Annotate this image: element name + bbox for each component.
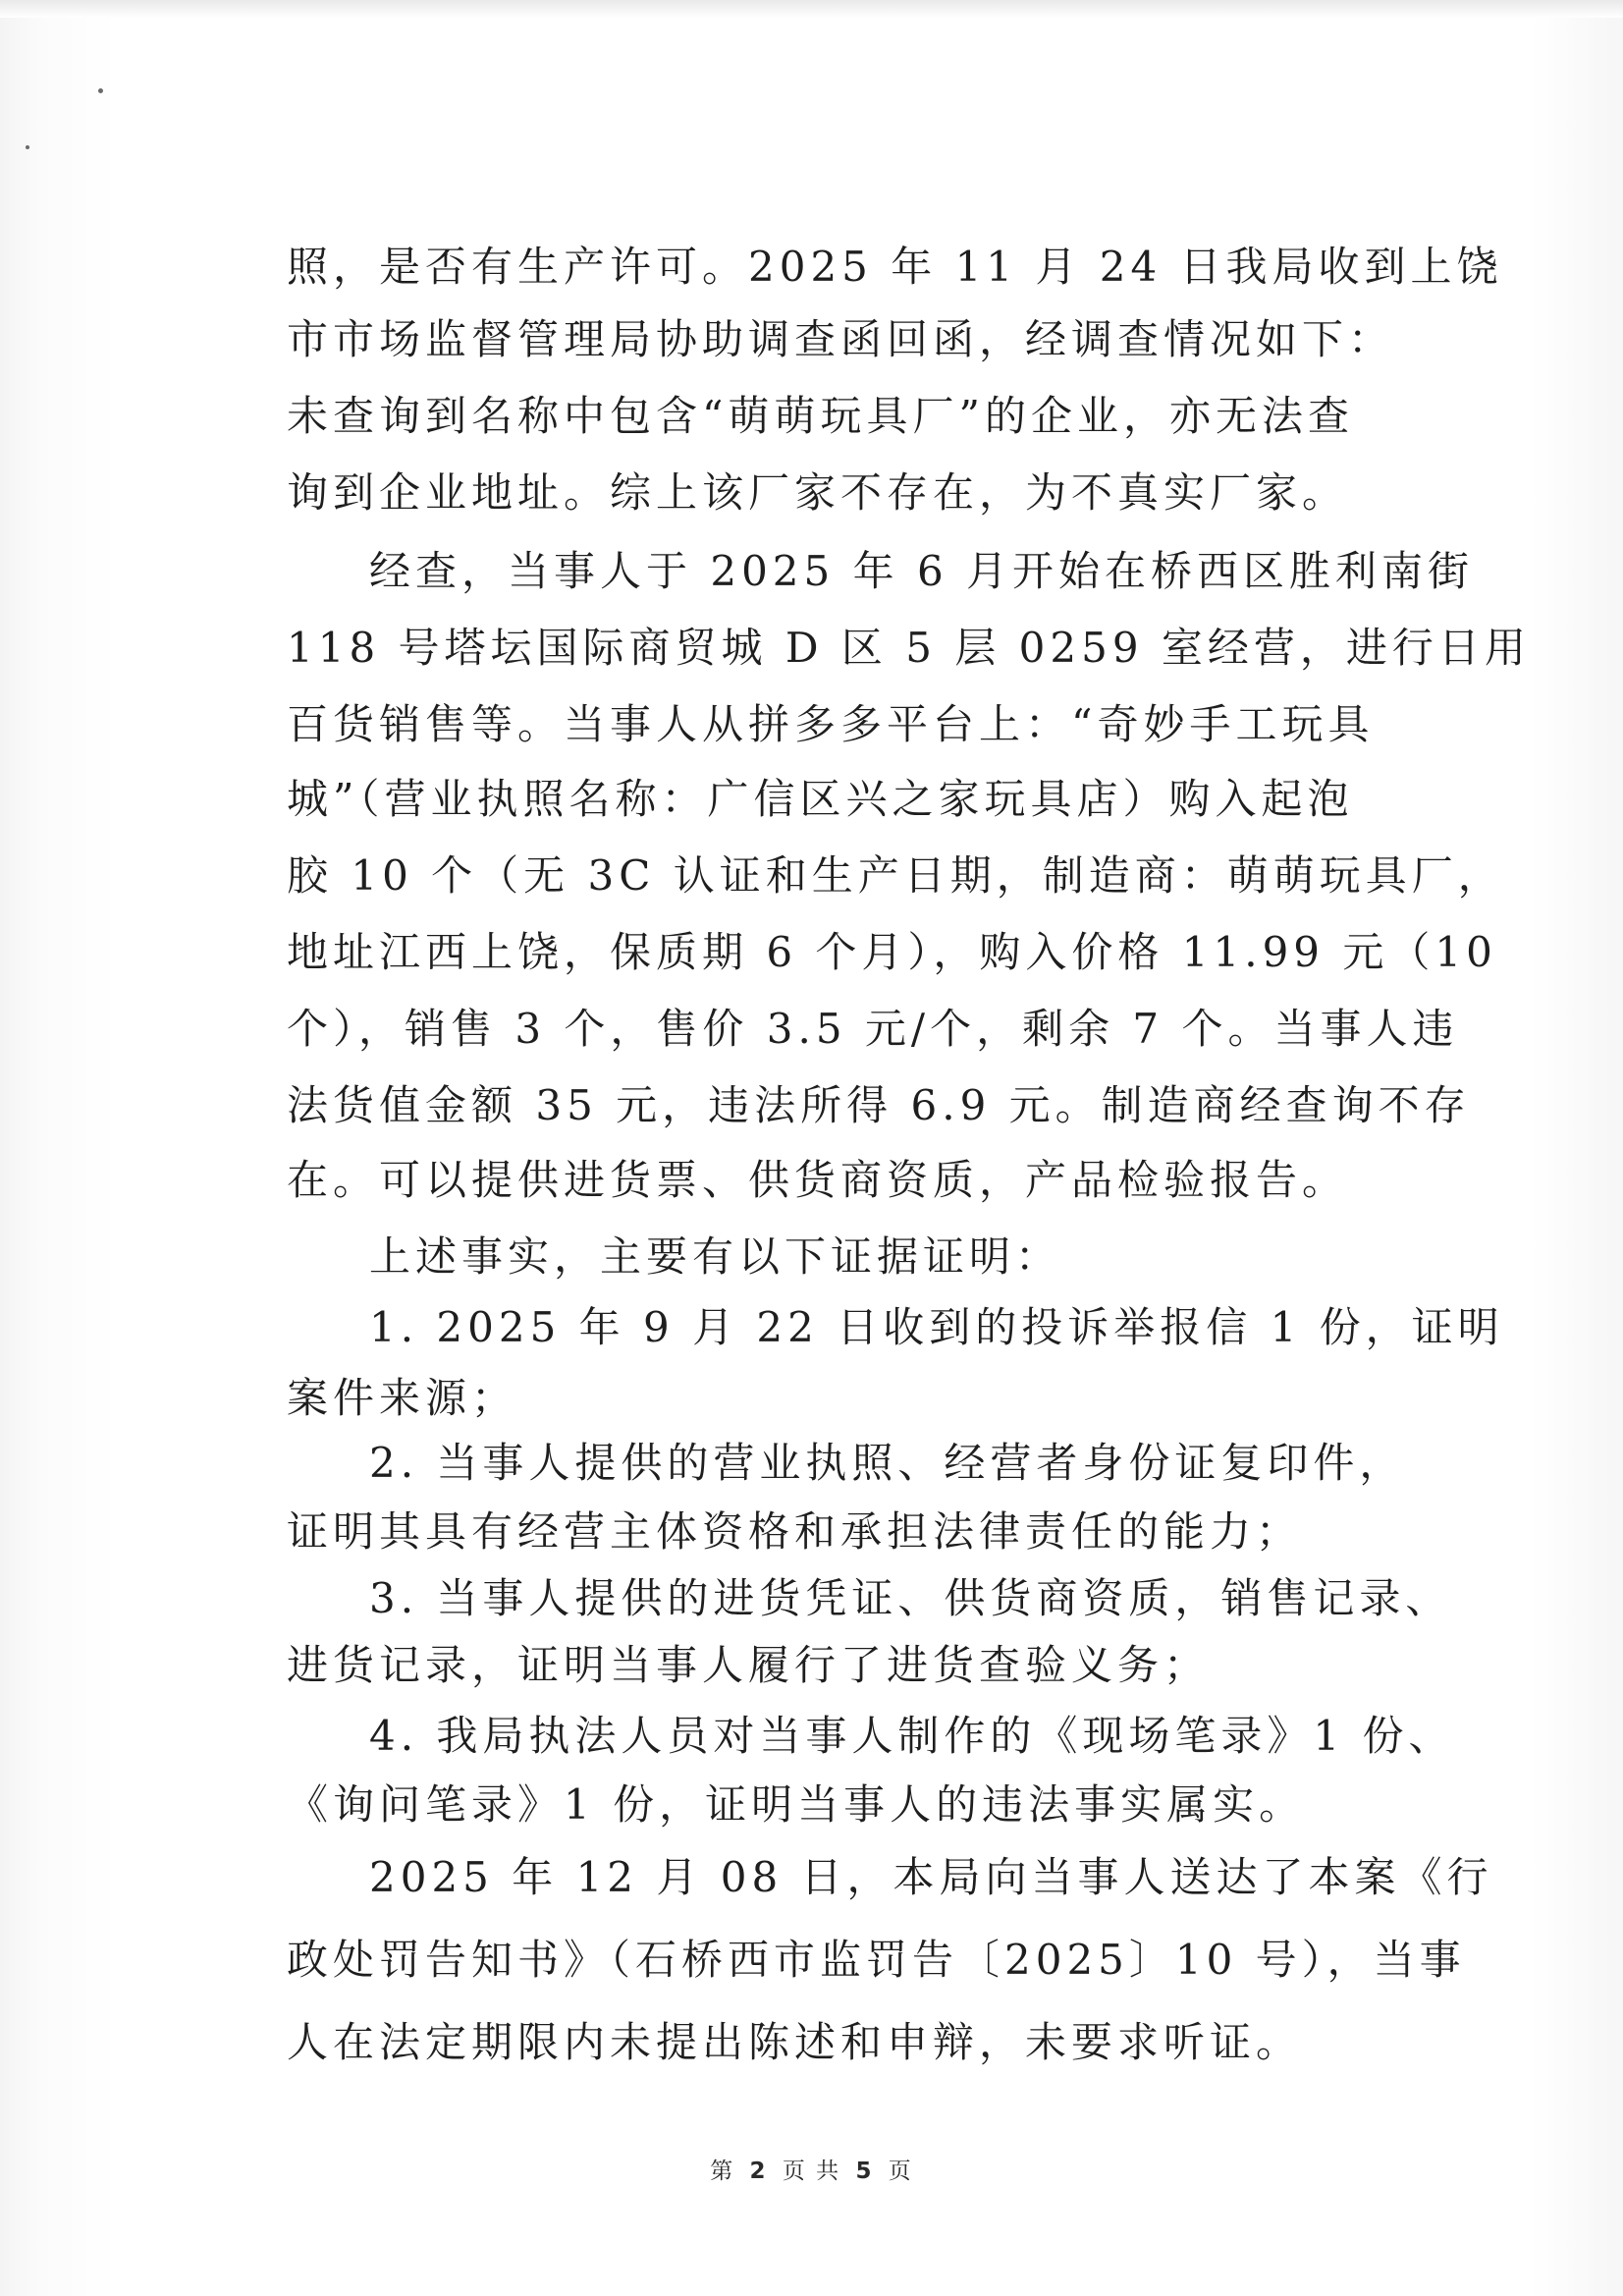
text-line: 法货值金额 35 元，违法所得 6.9 元。制造商经查询不存 [287,1081,1471,1129]
scan-speck [26,145,29,149]
footer-prefix: 第 [710,2159,735,2184]
total-page-number: 5 [855,2159,874,2184]
text-line: 照，是否有生产许可。2025 年 11 月 24 日我局收到上饶 [287,243,1503,291]
text-line: 胶 10 个（无 3C 认证和生产日期，制造商：萌萌玩具厂， [287,851,1504,900]
text-line: 进货记录，证明当事人履行了进货查验义务； [287,1641,1211,1689]
text-line: 118 号塔坛国际商贸城 D 区 5 层 0259 室经营，进行日用 [287,624,1531,672]
text-line: 市市场监督管理局协助调查函回函，经调查情况如下： [287,315,1395,363]
text-line: 2025 年 12 月 08 日，本局向当事人送达了本案《行 [369,1853,1493,1901]
text-line: 证明其具有经营主体资格和承担法律责任的能力； [287,1507,1303,1556]
scan-speck [98,88,103,93]
text-line: 3. 当事人提供的进货凭证、供货商资质，销售记录、 [369,1574,1452,1622]
text-line: 询到企业地址。综上该厂家不存在，为不真实厂家。 [287,468,1349,517]
text-line: 经查，当事人于 2025 年 6 月开始在桥西区胜利南街 [369,547,1475,595]
text-line: 2. 当事人提供的营业执照、经营者身份证复印件， [369,1439,1406,1487]
text-line: 城”（营业执照名称：广信区兴之家玩具店）购入起泡 [287,775,1354,823]
text-line: 地址江西上饶，保质期 6 个月），购入价格 11.99 元（10 [287,928,1497,976]
text-line: 个），销售 3 个，售价 3.5 元/个，剩余 7 个。当事人违 [287,1005,1459,1053]
text-line: 百货销售等。当事人从拼多多平台上：“奇妙手工玩具 [287,700,1375,748]
current-page-number: 2 [749,2159,768,2184]
text-line: 1. 2025 年 9 月 22 日收到的投诉举报信 1 份，证明 [369,1303,1504,1351]
scan-top-edge [0,0,1623,18]
text-line: 未查询到名称中包含“萌萌玩具厂”的企业，亦无法查 [287,392,1354,440]
footer-middle: 页 共 [782,2159,841,2184]
text-line: 在。可以提供进货票、供货商资质，产品检验报告。 [287,1156,1349,1204]
text-line: 4. 我局执法人员对当事人制作的《现场笔录》1 份、 [369,1712,1455,1760]
text-line: 人在法定期限内未提出陈述和申辩，未要求听证。 [287,2018,1303,2066]
page-number-footer [0,2153,1623,2185]
text-line: 《询问笔录》1 份，证明当事人的违法事实属实。 [287,1780,1306,1829]
footer-suffix: 页 [888,2159,913,2184]
text-line: 上述事实，主要有以下证据证明： [369,1232,1062,1281]
text-line: 案件来源； [287,1374,518,1422]
text-line: 政处罚告知书》（石桥西市监罚告〔2025〕10 号），当事 [287,1936,1466,1984]
